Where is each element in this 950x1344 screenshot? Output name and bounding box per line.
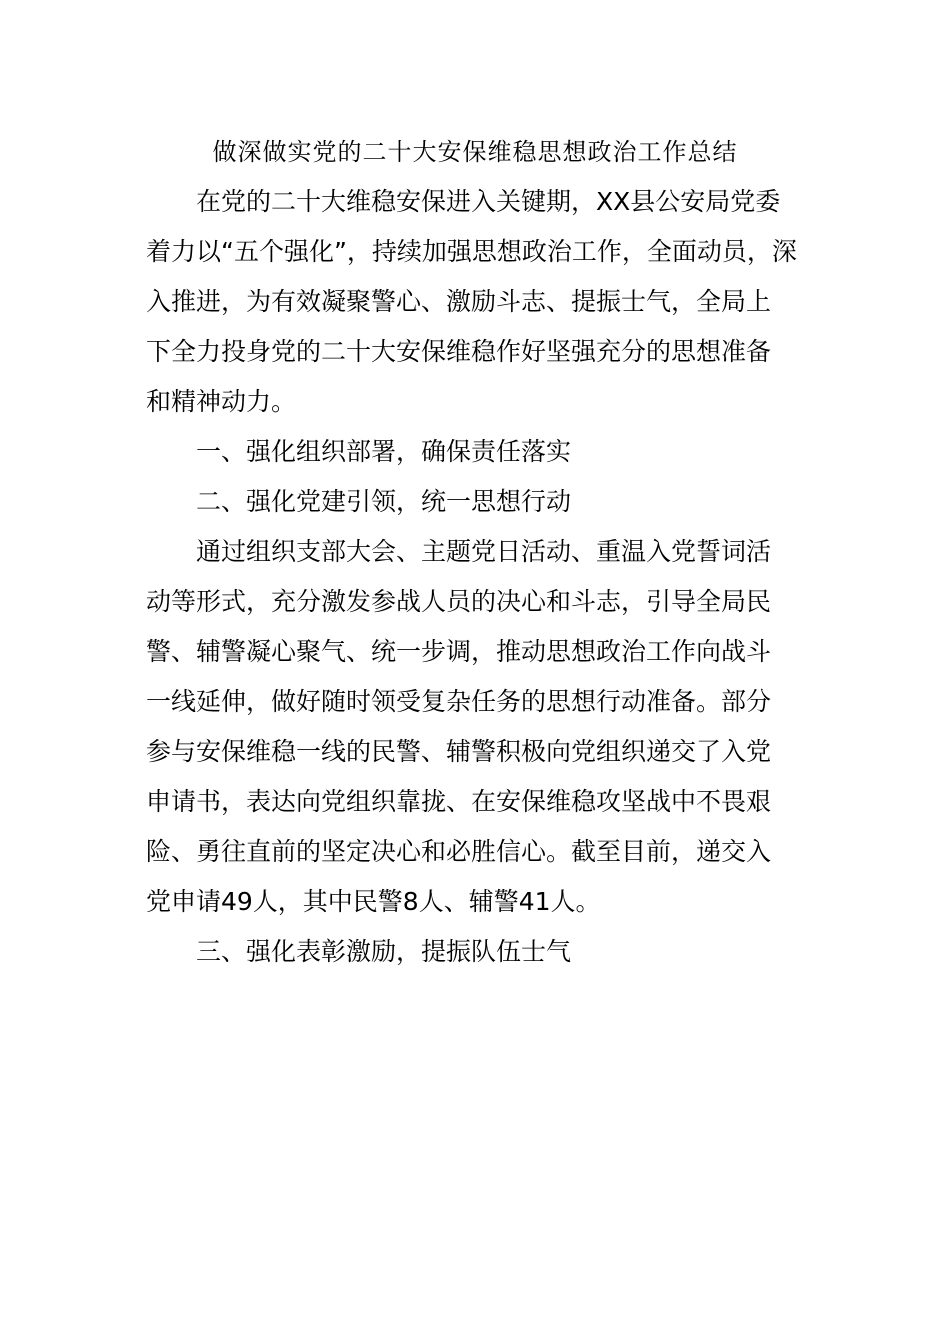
body-line: 一线延伸，做好随时领受复杂任务的思想行动准备。部分 <box>146 687 772 716</box>
intro-line: 着力以“五个强化”，持续加强思想政治工作，全面动员，深 <box>146 237 797 266</box>
body-line: 警、辅警凝心聚气、统一步调，推动思想政治工作向战斗 <box>146 637 772 666</box>
body-line: 申请书，表达向党组织靠拢、在安保维稳攻坚战中不畏艰 <box>146 787 772 816</box>
body-line: 参与安保维稳一线的民警、辅警积极向党组织递交了入党 <box>146 737 772 766</box>
document-title: 做深做实党的二十大安保维稳思想政治工作总结 <box>212 138 738 166</box>
body-line: 通过组织支部大会、主题党日活动、重温入党誓词活 <box>196 537 772 566</box>
intro-line: 和精神动力。 <box>146 387 297 416</box>
section-heading-3: 三、强化表彰激励，提振队伍士气 <box>196 937 572 966</box>
intro-line: 下全力投身党的二十大安保维稳作好坚强充分的思想准备 <box>146 337 772 366</box>
body-line: 动等形式，充分激发参战人员的决心和斗志，引导全局民 <box>146 587 772 616</box>
body-line: 险、勇往直前的坚定决心和必胜信心。截至目前，递交入 <box>146 837 772 866</box>
section-heading-2: 二、强化党建引领，统一思想行动 <box>196 487 572 516</box>
body-line: 党申请49人，其中民警8人、辅警41人。 <box>146 887 601 916</box>
intro-line: 在党的二十大维稳安保进入关键期，XX县公安局党委 <box>196 187 781 216</box>
section-heading-1: 一、强化组织部署，确保责任落实 <box>196 437 572 466</box>
intro-line: 入推进，为有效凝聚警心、激励斗志、提振士气，全局上 <box>146 287 772 316</box>
